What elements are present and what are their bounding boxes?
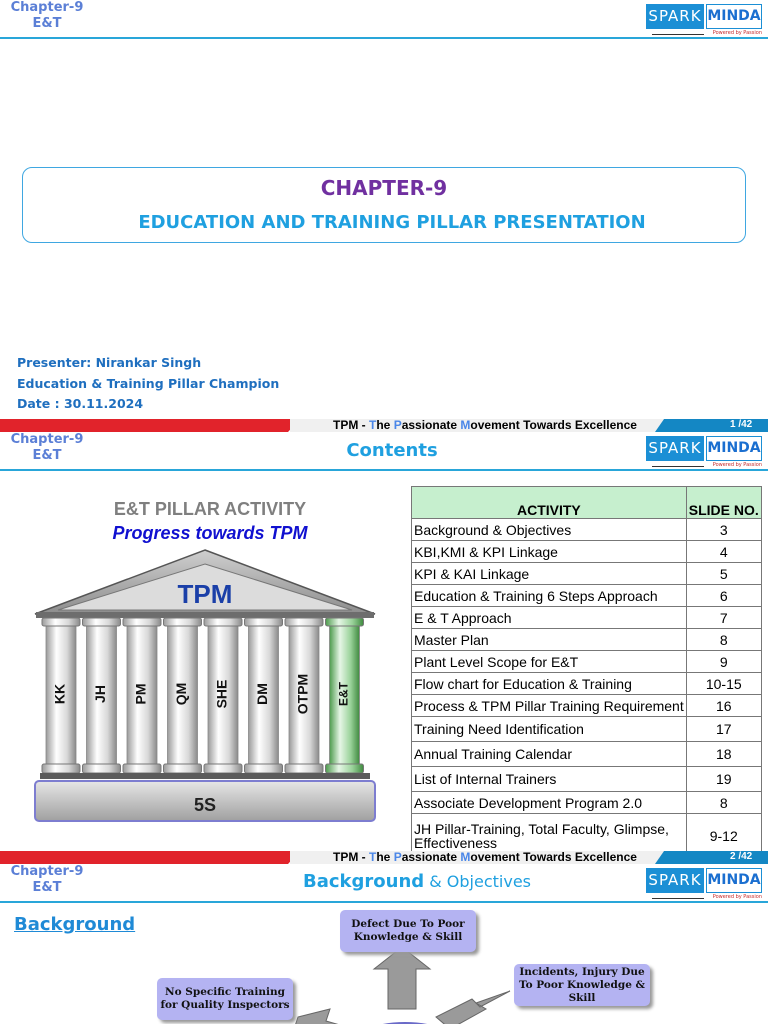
logo-tagline: Powered by Passion	[712, 894, 762, 900]
activity-cell: KPI & KAI Linkage	[412, 563, 687, 585]
right-arrow	[436, 991, 510, 1024]
logo-tagline: Powered by Passion	[712, 30, 762, 36]
logo-tagline: Powered by Passion	[712, 462, 762, 468]
table-row	[412, 792, 762, 814]
activity-cell: Annual Training Calendar	[412, 742, 687, 767]
table-header-row	[412, 487, 762, 519]
presentation-date: Date : 30.11.2024	[17, 396, 144, 411]
pillar-she	[204, 618, 242, 773]
footer-tagline: TPM - The Passionate Movement Towards Excellence	[333, 418, 637, 432]
page-number: 2 /42	[730, 851, 753, 862]
presenter-role: Education & Training Pillar Champion	[17, 375, 280, 391]
temple-pillars	[42, 618, 364, 773]
chapter-label	[10, 0, 84, 32]
pillar-label: OTPM	[294, 673, 311, 715]
spark-minda-logo	[646, 868, 762, 902]
pillar-label: DM	[254, 683, 271, 705]
slide-number-cell: 9	[686, 651, 761, 673]
activity-cell: Plant Level Scope for E&T	[412, 651, 687, 673]
slide-number-cell: 16	[686, 695, 761, 717]
table-row	[412, 585, 762, 607]
slide-number-cell: 7	[686, 607, 761, 629]
table-row	[412, 629, 762, 651]
slide-1	[0, 0, 768, 432]
logo-minda: MINDA	[706, 868, 762, 893]
logo-underline	[652, 466, 704, 467]
pillar-otpm	[285, 618, 323, 773]
slide-number-cell: 8	[686, 792, 761, 814]
table-row	[412, 717, 762, 742]
temple-base-label: 5S	[193, 795, 217, 815]
pillar-pm	[123, 618, 161, 773]
logo-minda: MINDA	[706, 436, 762, 461]
footer-red-band	[0, 419, 300, 432]
activity-cell: Education & Training 6 Steps Approach	[412, 585, 687, 607]
slide-title: CHAPTER-9	[320, 176, 448, 200]
slide-subtitle: EDUCATION AND TRAINING PILLAR PRESENTATION	[138, 212, 646, 233]
contents-table	[411, 486, 762, 859]
pillar-heading: E&T PILLAR ACTIVITY	[113, 499, 307, 519]
chapter-pillar: E&T	[32, 880, 62, 895]
up-arrow	[374, 947, 430, 1009]
chapter-number: Chapter-9	[10, 432, 84, 447]
table-row	[412, 742, 762, 767]
cause-bubble-no-training: No Specific Training for Quality Inspectors	[157, 978, 293, 1020]
activity-cell: E & T Approach	[412, 607, 687, 629]
table-row	[412, 519, 762, 541]
table-row	[412, 695, 762, 717]
pillar-subheading: Progress towards TPM	[112, 523, 308, 543]
pillar-label: JH	[92, 685, 109, 703]
chapter-pillar: E&T	[32, 16, 62, 31]
chapter-number: Chapter-9	[10, 864, 84, 879]
slide-title-main: Background	[303, 871, 425, 892]
temple-roof-label: TPM	[177, 579, 233, 609]
pillar-label: QM	[173, 682, 190, 706]
cause-bubble-defect: Defect Due To Poor Knowledge & Skill	[340, 910, 476, 952]
slide-number-cell: 3	[686, 519, 761, 541]
temple-architrave	[36, 612, 374, 618]
table-row	[412, 563, 762, 585]
logo-spark: SPARK	[646, 4, 704, 29]
chapter-label	[10, 864, 84, 896]
spark-minda-logo	[646, 4, 762, 38]
logo-spark: SPARK	[646, 436, 704, 461]
activity-cell: Training Need Identification	[412, 717, 687, 742]
slide-title	[303, 871, 531, 892]
slide-3	[0, 864, 768, 1024]
slide-number-cell: 10-15	[686, 673, 761, 695]
header-slide-no: SLIDE NO.	[686, 487, 761, 519]
slide-number-cell: 19	[686, 767, 761, 792]
slide-title: Contents	[346, 440, 438, 461]
pillar-label: E&T	[336, 682, 351, 706]
chapter-pillar: E&T	[32, 448, 62, 463]
footer-red-band	[0, 851, 300, 864]
logo-underline	[652, 34, 704, 35]
activity-cell: Process & TPM Pillar Training Requirement	[412, 695, 687, 717]
slide-number-cell: 17	[686, 717, 761, 742]
slide-title-sub: & Objectives	[424, 872, 532, 891]
pillar-et	[326, 618, 364, 773]
activity-cell: Background & Objectives	[412, 519, 687, 541]
slide-number-cell: 4	[686, 541, 761, 563]
pillar-label: KK	[51, 683, 68, 705]
cause-bubble-incidents: Incidents, Injury Due To Poor Knowledge & Skill	[514, 964, 650, 1006]
activity-cell: KBI,KMI & KPI Linkage	[412, 541, 687, 563]
presenter-name: Presenter: Nirankar Singh	[17, 355, 202, 370]
activity-cell: List of Internal Trainers	[412, 767, 687, 792]
slide-number-cell: 9-12	[686, 814, 761, 859]
presenter-block	[17, 353, 279, 415]
footer-bar	[0, 419, 768, 432]
pillar-dm	[245, 618, 283, 773]
activity-cell: JH Pillar-Training, Total Faculty, Glimpse, Effectiveness	[412, 814, 687, 859]
slide-number-cell: 8	[686, 629, 761, 651]
pillar-kk	[42, 618, 80, 773]
slide-number-cell: 5	[686, 563, 761, 585]
table-row	[412, 673, 762, 695]
slide-2	[0, 432, 768, 864]
left-arrow	[294, 1009, 354, 1024]
slide-number-cell: 18	[686, 742, 761, 767]
temple-step-top	[40, 773, 370, 779]
table-row	[412, 607, 762, 629]
pillar-label: SHE	[213, 679, 230, 709]
tpm-temple-diagram	[30, 544, 380, 829]
page-number: 1 /42	[730, 419, 753, 430]
table-row	[412, 767, 762, 792]
pillar-qm	[164, 618, 202, 773]
table-row	[412, 541, 762, 563]
logo-underline	[652, 898, 704, 899]
footer-tagline: TPM - The Passionate Movement Towards Excellence	[333, 850, 637, 864]
header-activity: ACTIVITY	[412, 487, 687, 519]
chapter-number: Chapter-9	[10, 0, 84, 15]
footer-bar	[0, 851, 768, 864]
activity-cell: Associate Development Program 2.0	[412, 792, 687, 814]
activity-cell: Flow chart for Education & Training	[412, 673, 687, 695]
slide-number-cell: 6	[686, 585, 761, 607]
background-section-label: Background	[14, 914, 136, 935]
pillar-label: PM	[132, 683, 149, 705]
logo-minda: MINDA	[706, 4, 762, 29]
pillar-jh	[83, 618, 121, 773]
logo-spark: SPARK	[646, 868, 704, 893]
table-row	[412, 651, 762, 673]
activity-cell: Master Plan	[412, 629, 687, 651]
